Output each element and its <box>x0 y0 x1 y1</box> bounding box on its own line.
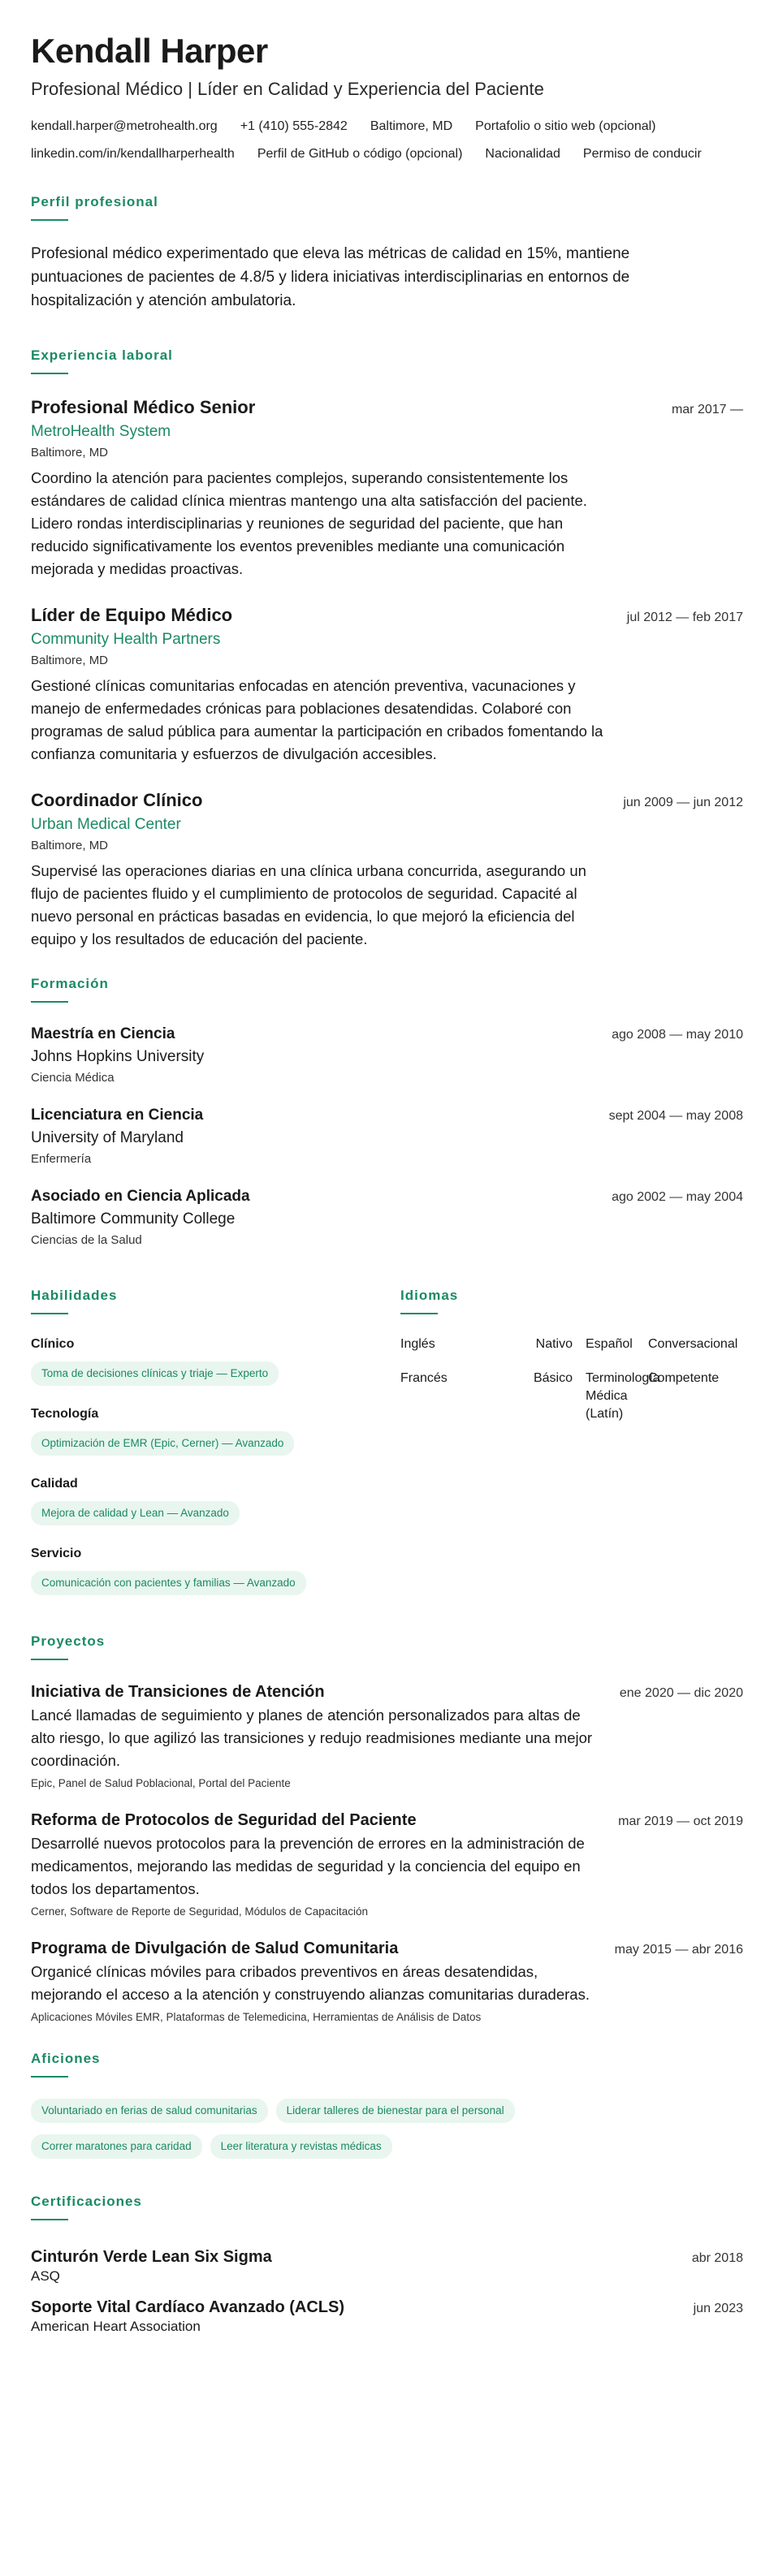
skill-group <box>31 1475 400 1525</box>
project-dates: mar 2019 — oct 2019 <box>618 1814 743 1828</box>
job-dates: jun 2009 — jun 2012 <box>623 796 743 809</box>
section-title-hobbies: Aficiones <box>31 2051 101 2066</box>
job-location: Baltimore, MD <box>31 446 109 460</box>
project-description: Organicé clínicas móviles para cribados preventivos en áreas desatendidas, mejorando el acceso a la atención y construyendo alianzas comunitarias duraderas. <box>31 1963 590 2003</box>
certification-issuer: ASQ <box>31 2268 60 2284</box>
profile-section <box>31 193 743 313</box>
projects-section <box>31 1633 743 2026</box>
experience-section <box>31 347 743 951</box>
education-dates: ago 2002 — may 2004 <box>612 1190 743 1204</box>
job-employer: Urban Medical Center <box>31 816 181 833</box>
certification-issuer: American Heart Association <box>31 2319 201 2334</box>
education-section <box>31 975 743 1249</box>
skill-category: Calidad <box>31 1477 78 1491</box>
job-title: Líder de Equipo Médico <box>31 605 233 625</box>
resume <box>31 31 743 2347</box>
education-school: University of Maryland <box>31 1129 184 1146</box>
language-name: Español <box>586 1337 633 1351</box>
education-degree: Licenciatura en Ciencia <box>31 1107 204 1124</box>
job-title: Profesional Médico Senior <box>31 397 256 417</box>
project-entry <box>31 1938 743 2026</box>
education-school: Johns Hopkins University <box>31 1048 205 1065</box>
section-divider <box>31 2076 68 2078</box>
project-technologies: Aplicaciones Móviles EMR, Plataformas de Telemedicina, Herramientas de Análisis de Datos <box>31 2011 482 2023</box>
skill-group <box>31 1405 400 1456</box>
certification-date: abr 2018 <box>691 2251 743 2265</box>
language-level: Conversacional <box>648 1337 738 1351</box>
education-field: Ciencias de la Salud <box>31 1233 142 1247</box>
skill-chip: Mejora de calidad y Lean — Avanzado <box>31 1501 240 1525</box>
section-divider <box>31 373 68 374</box>
candidate-name: Kendall Harper <box>31 32 268 70</box>
section-divider <box>31 2219 68 2220</box>
education-degree: Maestría en Ciencia <box>31 1025 175 1042</box>
skill-group <box>31 1335 400 1386</box>
section-title-languages: Idiomas <box>400 1288 459 1303</box>
skill-chip: Toma de decisiones clínicas y triaje — Experto <box>31 1361 279 1386</box>
section-title-certifications: Certificaciones <box>31 2194 142 2209</box>
education-field: Ciencia Médica <box>31 1071 115 1085</box>
section-divider <box>31 1659 68 1660</box>
skill-category: Clínico <box>31 1337 75 1351</box>
skill-chip: Optimización de EMR (Epic, Cerner) — Avanzado <box>31 1431 294 1456</box>
languages-section <box>400 1267 743 1615</box>
certification-date: jun 2023 <box>693 2302 743 2315</box>
job-location: Baltimore, MD <box>31 654 109 667</box>
job-description: Gestioné clínicas comunitarias enfocadas en atención preventiva, vacunaciones y manejo de enfermedades crónicas para poblaciones desatendidas. Colaboré con programas de salud pública para aumentar la participación en cribados fomentando la confianza comunitaria y esfuerzos de divulgación accesibles. <box>31 677 603 762</box>
skill-category: Tecnología <box>31 1407 99 1421</box>
section-title-profile: Perfil profesional <box>31 194 158 209</box>
project-technologies: Epic, Panel de Salud Poblacional, Portal del Paciente <box>31 1777 291 1789</box>
contact-location: Baltimore, MD <box>370 119 453 133</box>
job-employer: Community Health Partners <box>31 631 221 648</box>
skill-group <box>31 1545 400 1595</box>
language-row <box>400 1370 743 1423</box>
candidate-headline: Profesional Médico | Líder en Calidad y Experiencia del Paciente <box>31 79 544 99</box>
project-dates: ene 2020 — dic 2020 <box>619 1686 743 1700</box>
education-entry <box>31 1024 743 1087</box>
job-dates: mar 2017 — <box>671 403 743 416</box>
education-dates: sept 2004 — may 2008 <box>608 1109 743 1123</box>
job-description: Coordino la atención para pacientes complejos, superando consistentemente los estándares de calidad clínica mientras mantengo una alta satisfacción del paciente. Lidero rondas interdisciplinarias y reuniones de seguridad del paciente, que han reducido significativamente los eventos prevenibles mediante una comunicación mejorada y medidas proactivas. <box>31 469 587 577</box>
job-entry <box>31 603 743 766</box>
skill-chip: Comunicación con pacientes y familias — Avanzado <box>31 1571 306 1595</box>
contact-nationality: Nacionalidad <box>485 147 560 161</box>
project-dates: may 2015 — abr 2016 <box>614 1943 743 1957</box>
contact-website[interactable]: Portafolio o sitio web (opcional) <box>475 119 656 133</box>
contact-github[interactable]: Perfil de GitHub o código (opcional) <box>257 147 463 161</box>
section-title-skills: Habilidades <box>31 1288 118 1303</box>
skill-category: Servicio <box>31 1547 82 1560</box>
language-row <box>400 1335 743 1353</box>
section-divider <box>400 1313 438 1314</box>
skills-languages-row <box>31 1267 743 1615</box>
education-field: Enfermería <box>31 1152 92 1166</box>
language-name: Inglés <box>400 1337 435 1351</box>
project-title: Programa de Divulgación de Salud Comunitaria <box>31 1940 399 1957</box>
resume-header <box>31 31 743 174</box>
job-location: Baltimore, MD <box>31 839 109 852</box>
project-title: Reforma de Protocolos de Seguridad del Paciente <box>31 1811 417 1829</box>
project-title: Iniciativa de Transiciones de Atención <box>31 1683 325 1701</box>
education-degree: Asociado en Ciencia Aplicada <box>31 1188 250 1205</box>
language-level: Nativo <box>535 1337 573 1351</box>
section-title-experience: Experiencia laboral <box>31 347 173 363</box>
section-divider <box>31 1313 68 1314</box>
job-title: Coordinador Clínico <box>31 790 203 810</box>
language-name: Francés <box>400 1371 448 1385</box>
language-name: Terminología Médica (Latín) <box>586 1371 660 1421</box>
job-employer: MetroHealth System <box>31 423 171 440</box>
contact-email[interactable]: kendall.harper@metrohealth.org <box>31 119 218 133</box>
hobby-chip: Voluntariado en ferias de salud comunitarias <box>31 2099 268 2123</box>
certification-entry <box>31 2246 743 2285</box>
section-divider <box>31 1001 68 1003</box>
certification-entry <box>31 2297 743 2336</box>
hobby-chip: Leer literatura y revistas médicas <box>210 2134 392 2159</box>
project-entry <box>31 1810 743 1920</box>
section-title-projects: Proyectos <box>31 1633 106 1649</box>
contact-info <box>31 119 743 174</box>
language-level: Básico <box>533 1371 573 1385</box>
education-entry <box>31 1186 743 1249</box>
hobby-chip: Correr maratones para caridad <box>31 2134 202 2159</box>
skills-section <box>31 1267 400 1615</box>
education-school: Baltimore Community College <box>31 1210 236 1228</box>
project-description: Lancé llamadas de seguimiento y planes de atención personalizados para altas de alto riesgo, lo que agilizó las transiciones y redujo readmisiones mediante una mejor coordinación. <box>31 1707 593 1769</box>
job-dates: jul 2012 — feb 2017 <box>626 611 743 624</box>
hobbies-section <box>31 2050 743 2170</box>
project-technologies: Cerner, Software de Reporte de Seguridad, Módulos de Capacitación <box>31 1905 368 1918</box>
certification-name: Cinturón Verde Lean Six Sigma <box>31 2248 272 2266</box>
hobby-chip: Liderar talleres de bienestar para el personal <box>276 2099 515 2123</box>
contact-phone[interactable]: +1 (410) 555-2842 <box>240 119 348 133</box>
certifications-section <box>31 2193 743 2336</box>
education-dates: ago 2008 — may 2010 <box>612 1028 743 1042</box>
section-title-education: Formación <box>31 976 109 991</box>
contact-driving-license: Permiso de conducir <box>582 147 702 161</box>
project-entry <box>31 1681 743 1792</box>
profile-summary: Profesional médico experimentado que eleva las métricas de calidad en 15%, mantiene puntuaciones de pacientes de 4.8/5 y lidera iniciativas interdisciplinarias en entornos de hospitalización y atención ambulatoria. <box>31 245 630 309</box>
education-entry <box>31 1105 743 1168</box>
contact-linkedin[interactable]: linkedin.com/in/kendallharperhealth <box>31 147 235 161</box>
hobbies-list <box>31 2099 616 2170</box>
job-description: Supervisé las operaciones diarias en una clínica urbana concurrida, asegurando un flujo de pacientes fluido y el cumplimiento de protocolos de seguridad. Capacité al nuevo personal en prácticas basadas en evidencia, lo que mejoró la eficiencia del equipo y los resultados de educación del paciente. <box>31 862 586 947</box>
section-divider <box>31 219 68 221</box>
project-description: Desarrollé nuevos protocolos para la prevención de errores en la administración de medicamentos, mejorando las medidas de seguridad y la conciencia del equipo en todos los departamentos. <box>31 1835 585 1897</box>
job-entry <box>31 788 743 951</box>
job-entry <box>31 395 743 580</box>
certification-name: Soporte Vital Cardíaco Avanzado (ACLS) <box>31 2298 344 2316</box>
language-level: Competente <box>648 1371 720 1385</box>
